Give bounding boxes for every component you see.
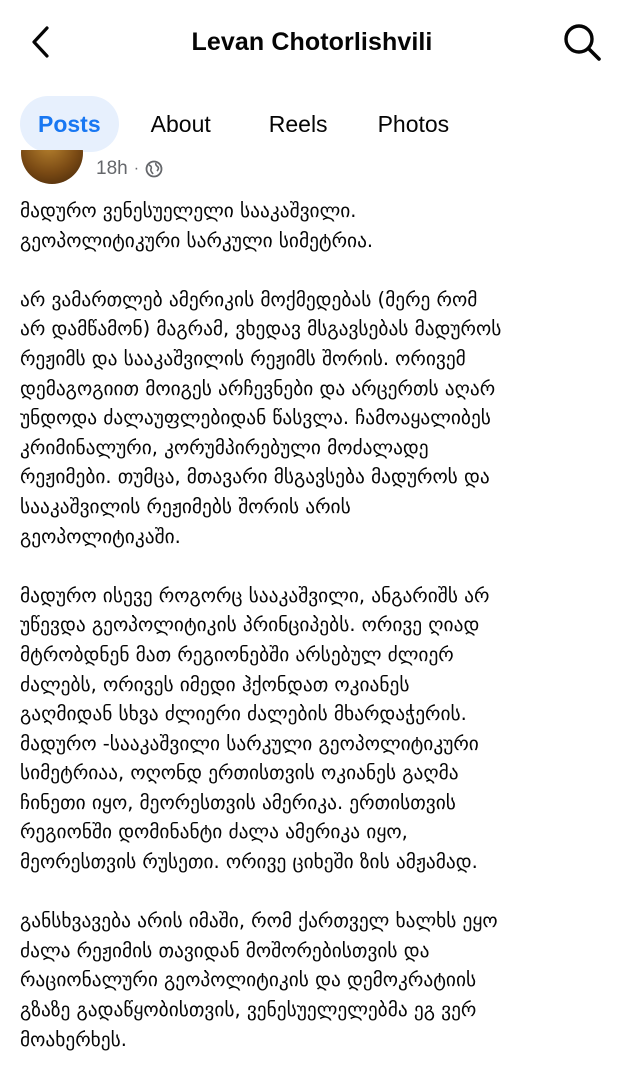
search-icon xyxy=(562,22,602,62)
post-text-line: დემაგოგიით მოიგეს არჩევნები და არცერთს აღარ xyxy=(20,376,496,400)
search-button[interactable] xyxy=(562,22,602,62)
post-text-line: არ დამწამონ) მაგრამ, ვხედავ მსგავსებას მადუროს xyxy=(20,317,502,341)
post-text-line: მოახერხეს. xyxy=(20,1027,127,1051)
post-text-line: ძალებს, ორივეს იმედი ჰქონდათ ოკიანეს xyxy=(20,672,410,696)
post-text-line: გეოპოლიტიკური სარკული სიმეტრია. xyxy=(20,228,374,252)
post-text-line: გზაზე გადაწყობისთვის, ვენესუელელებმა ეგ ვერ xyxy=(20,998,477,1022)
meta-separator: · xyxy=(133,160,140,177)
post-text-line: მადურო -სააკაშვილი სარკული გეოპოლიტიკური xyxy=(20,731,479,755)
post-header xyxy=(0,150,624,190)
tab-photos[interactable]: Photos xyxy=(377,110,450,137)
post-text-line: სააკაშვილის რეჟიმებს შორის არის xyxy=(20,494,351,518)
tab-about[interactable]: About xyxy=(150,110,211,137)
post-text-line: მეორესთვის რუსეთი. ორივე ციხეში ზის ამჟამად. xyxy=(20,850,478,874)
post-text-line: რაციონალური გეოპოლიტიკის და დემოკრატიის xyxy=(20,968,477,992)
avatar[interactable] xyxy=(21,150,83,184)
post-meta xyxy=(96,158,163,180)
chevron-left-icon xyxy=(30,25,50,59)
post-text-line: კრიმინალური, კორუმპირებული მოძალადე xyxy=(20,435,429,459)
post-text-line: რეჟიმები. თუმცა, მთავარი მსგავსება მადუროს და xyxy=(20,465,490,489)
post-text-line: ჩინეთი იყო, მეორესთვის ამერიკა. ერთისთვის xyxy=(20,790,456,814)
tab-posts[interactable]: Posts xyxy=(20,96,119,152)
post-text-line: სიმეტრიაა, ოღონდ ერთისთვის ოკიანეს გაღმა xyxy=(20,761,459,785)
profile-tabs xyxy=(0,95,624,153)
post-text-line: უნდოდა ძალაუფლებიდან წასვლა. ჩამოაყალიბეს xyxy=(20,406,491,430)
post-text-line: მადურო ვენესუელელი სააკაშვილი. xyxy=(20,199,357,222)
tab-reels[interactable]: Reels xyxy=(268,110,328,137)
back-button[interactable] xyxy=(22,22,58,62)
top-bar xyxy=(0,0,624,84)
post-text-line: გაღმიდან სხვა ძლიერი ძალების მხარდაჭერის. xyxy=(20,702,467,726)
post-paragraph xyxy=(20,285,614,551)
post-paragraph xyxy=(20,196,614,255)
globe-icon xyxy=(145,160,163,178)
post-text-line: არ ვამართლებ ამერიკის მოქმედებას (მერე რომ xyxy=(20,287,478,311)
post-text-line: გეოპოლიტიკაში. xyxy=(20,524,181,548)
post-text-line: მტრობდნენ მათ რეგიონებში არსებულ ძლიერ xyxy=(20,642,454,666)
post-time[interactable]: 18h xyxy=(96,158,128,179)
post-text-line: რეგიონში დომინანტი ძალა ამერიკა იყო, xyxy=(20,820,408,844)
post-text-line: ძალა რეჟიმის თავიდან მოშორებისთვის და xyxy=(20,938,430,962)
page-title: Levan Chotorlishvili xyxy=(191,27,433,56)
post-paragraph xyxy=(20,906,614,1054)
post-text-line: რეჟიმს და სააკაშვილის რეჟიმს შორის. ორივემ xyxy=(20,346,466,370)
post-text-line: განსხვავება არის იმაში, რომ ქართველ ხალხს ეყო xyxy=(20,909,498,933)
post-text-line: მადურო ისევე როგორც სააკაშვილი, ანგარიშს არ xyxy=(20,583,490,607)
post-paragraph xyxy=(20,581,614,877)
post-text xyxy=(20,196,614,1084)
post-text-line: უწევდა გეოპოლიტიკის პრინციპებს. ორივე ღიად xyxy=(20,613,480,637)
